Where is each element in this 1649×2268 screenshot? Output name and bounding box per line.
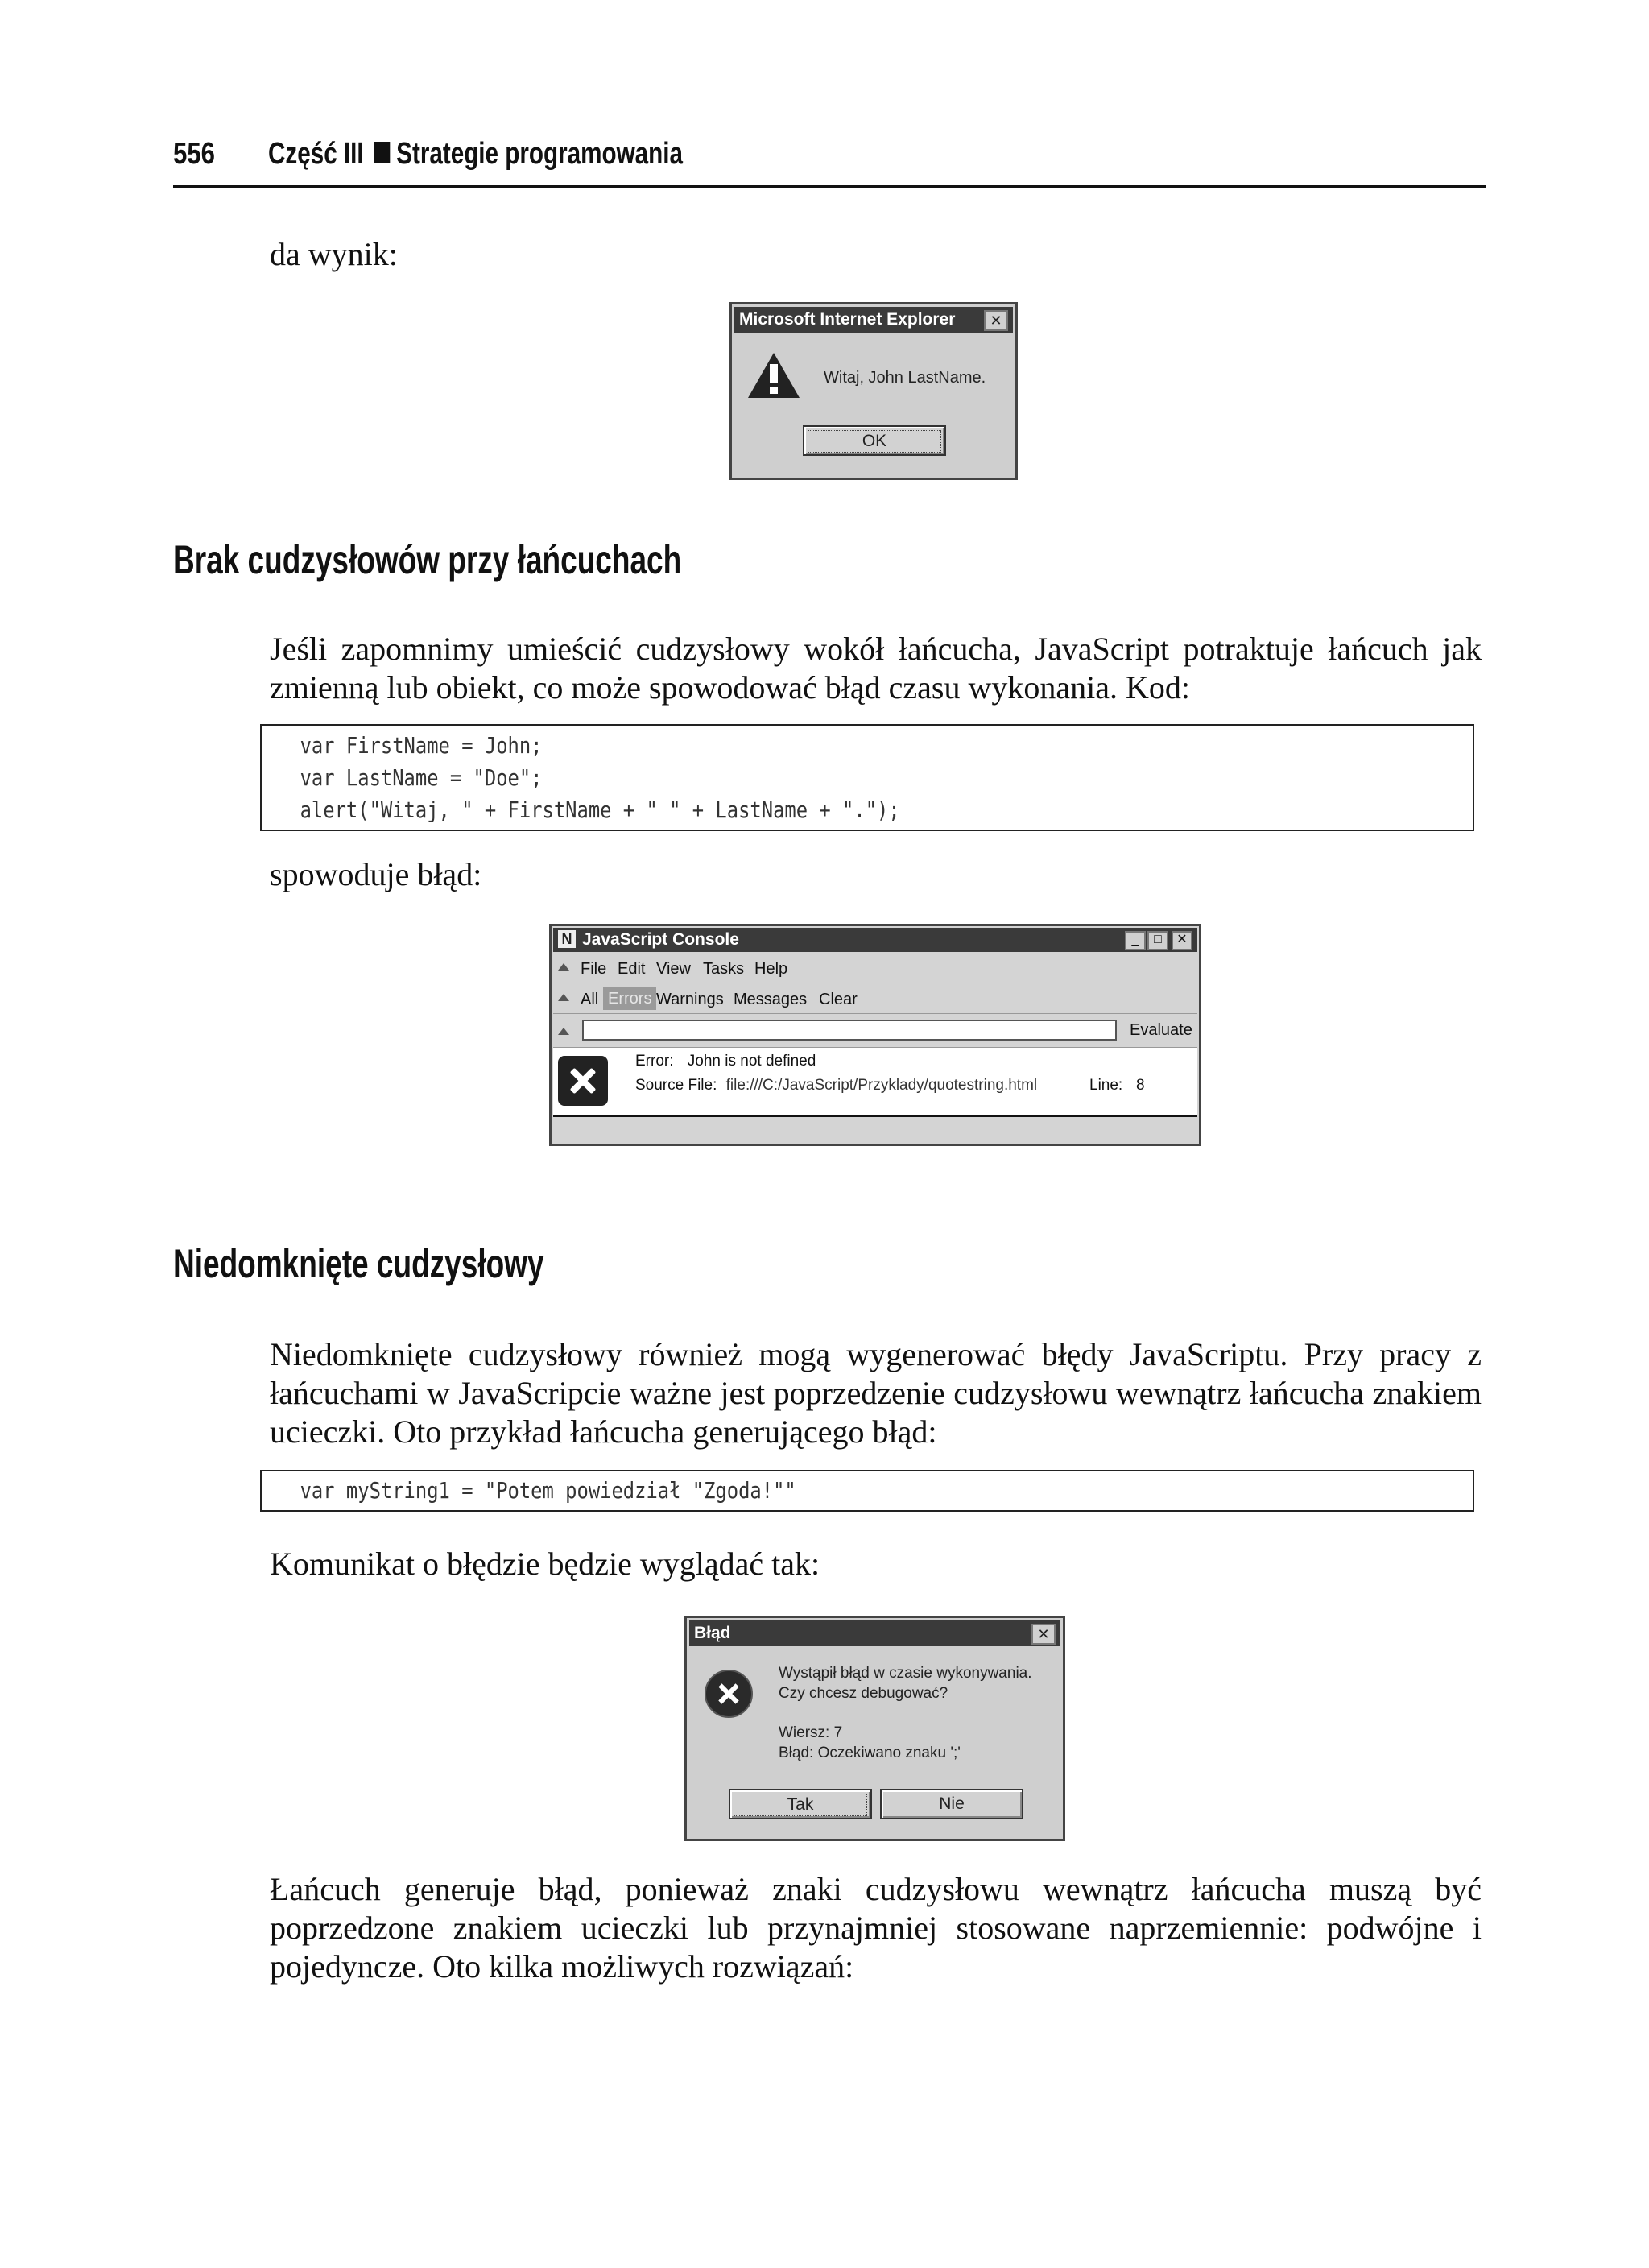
line-label: Line: (1089, 1077, 1123, 1094)
section2-after-code: Komunikat o błędzie będzie wyglądać tak: (270, 1546, 820, 1582)
menu-file[interactable]: File (581, 960, 607, 978)
evaluate-button[interactable]: Evaluate (1130, 1021, 1192, 1039)
clear-button[interactable]: Clear (819, 991, 858, 1008)
intro-text: da wynik: (270, 236, 398, 272)
evaluate-input[interactable] (582, 1020, 1117, 1041)
code-line: var FirstName = John; (300, 732, 543, 759)
javascript-console-window (549, 924, 1201, 1146)
ok-button-label: OK (808, 430, 941, 453)
source-label: Source File: (635, 1077, 717, 1094)
ok-button[interactable] (803, 425, 946, 456)
section2-paragraph: Niedomknięte cudzysłowy również mogą wygenerować błędy JavaScriptu. Przy pracy z łańcuchami w JavaScripcie ważne jest poprzedzenie cudzysłowu wewnątrz łańcucha znakiem ucieczki. Oto przykład łańcucha generującego błąd: (270, 1336, 1482, 1450)
error-dialog-line: Błąd: Oczekiwano znaku ';' (779, 1744, 961, 1761)
no-button-label: Nie (939, 1794, 965, 1813)
section1-paragraph: Jeśli zapomnimy umieścić cudzysłowy wokół łańcucha, JavaScript potraktuje łańcuch jak zmienną lub obiekt, co może spowodować błąd czasu wykonania. Kod: (270, 631, 1482, 706)
code-line: var myString1 = "Potem powiedział "Zgoda!"" (300, 1477, 796, 1504)
error-dialog-line: Wystąpił błąd w czasie wykonywania. (779, 1665, 1032, 1682)
ie-alert-titlebar (734, 307, 1013, 333)
header-part (268, 137, 683, 172)
close-icon[interactable]: ✕ (1172, 931, 1192, 950)
closing-paragraph: Łańcuch generuje błąd, ponieważ znaki cudzysłowu wewnątrz łańcucha muszą być poprzedzone znakiem ucieczki lub przynajmniej stosowane naprzemiennie: podwójne i pojedyncze. Oto kilka możliwych rozwiązań: (270, 1871, 1482, 1984)
section-heading-missing-quotes: Brak cudzysłowów przy łańcuchach (173, 537, 682, 582)
yes-button-label: Tak (734, 1794, 867, 1816)
source-file-link[interactable]: file:///C:/JavaScript/Przyklady/quotestring.html (725, 1077, 1038, 1094)
code-block-1 (260, 724, 1474, 831)
no-button[interactable] (880, 1789, 1023, 1819)
part-label: Część III (268, 137, 364, 171)
maximize-icon[interactable]: □ (1147, 931, 1168, 950)
page-number: 556 (173, 137, 215, 171)
minimize-icon[interactable]: _ (1125, 931, 1146, 950)
close-icon[interactable]: ✕ (1031, 1624, 1056, 1645)
warning-icon (748, 353, 800, 398)
error-dialog-line: Czy chcesz debugować? (779, 1685, 948, 1702)
error-dialog-line: Wiersz: 7 (779, 1724, 843, 1741)
square-bullet-icon (374, 142, 390, 163)
error-dialog-message (779, 1663, 1032, 1763)
filter-all[interactable]: All (581, 991, 599, 1008)
source-row (635, 1077, 1191, 1095)
chapter-title: Strategie programowania (396, 137, 683, 171)
line-value: 8 (1136, 1077, 1145, 1094)
filter-messages[interactable]: Messages (734, 991, 808, 1008)
section1-after-code: spowoduje błąd: (270, 856, 482, 892)
ie-alert-dialog (729, 302, 1018, 480)
console-titlebar (553, 928, 1197, 952)
filter-errors[interactable]: Errors (603, 987, 656, 1010)
error-icon (558, 1056, 608, 1106)
filter-warnings[interactable]: Warnings (656, 991, 724, 1008)
error-row (635, 1053, 816, 1070)
menu-view[interactable]: View (656, 960, 691, 978)
console-filterbar (553, 984, 1197, 1014)
menu-tasks[interactable]: Tasks (703, 960, 745, 978)
console-menubar (553, 954, 1197, 983)
error-dialog (684, 1616, 1065, 1841)
error-label: Error: (635, 1053, 674, 1070)
section-heading-unclosed-quotes: Niedomknięte cudzysłowy (173, 1241, 544, 1286)
console-title: JavaScript Console (582, 930, 739, 949)
code-block-2 (260, 1470, 1474, 1512)
toolbar-grip-icon[interactable] (558, 994, 569, 1001)
yes-button[interactable] (729, 1789, 872, 1819)
error-message: John is not defined (687, 1053, 816, 1070)
netscape-logo-icon: N (558, 930, 576, 948)
toolbar-grip-icon[interactable] (558, 963, 569, 971)
menu-edit[interactable]: Edit (618, 960, 646, 978)
running-header (173, 134, 1486, 188)
ie-alert-message: Witaj, John LastName. (824, 369, 986, 387)
code-line: alert("Witaj, " + FirstName + " " + LastName + "."); (300, 797, 900, 823)
error-dialog-titlebar (689, 1620, 1060, 1646)
toolbar-grip-icon[interactable] (558, 1028, 569, 1035)
menu-help[interactable]: Help (754, 960, 788, 978)
close-icon[interactable]: ✕ (984, 310, 1008, 331)
error-dialog-title: Błąd (694, 1624, 731, 1642)
console-messages-pane (553, 1048, 1197, 1117)
error-icon (705, 1670, 753, 1718)
ie-alert-title: Microsoft Internet Explorer (739, 310, 956, 329)
code-line: var LastName = "Doe"; (300, 764, 543, 791)
console-evalbar (553, 1015, 1197, 1048)
